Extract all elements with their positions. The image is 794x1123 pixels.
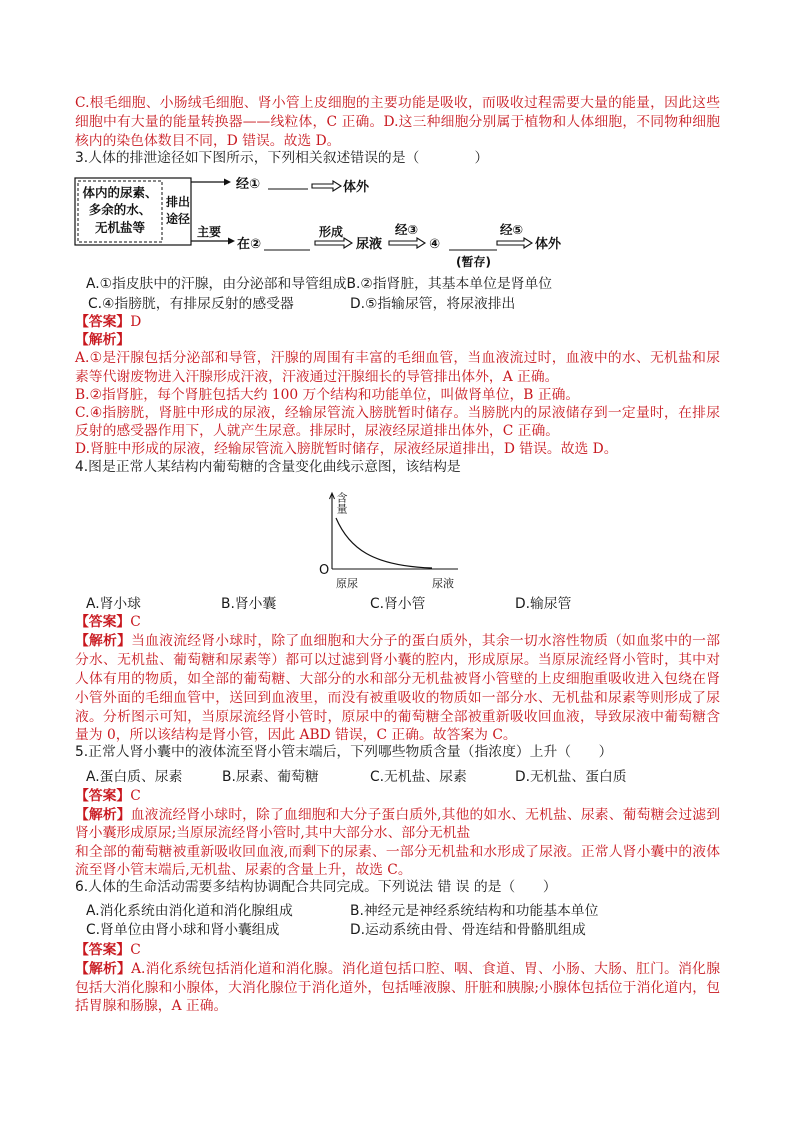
bottom-in-label: 在② — [237, 237, 262, 252]
question-5-options — [0, 768, 794, 788]
answer-line — [75, 313, 720, 331]
analysis-line: C.根毛细胞、小肠绒毛细胞、肾小管上皮细胞的主要功能是吸收，而吸收过程需要大量的能量，因此这些 — [75, 95, 720, 111]
hollow-arrow-icon — [497, 238, 532, 248]
source-line: 多余的水、 — [88, 202, 152, 217]
previous-analysis-continuation — [75, 94, 720, 151]
y-axis-label: 含量 — [335, 492, 348, 514]
question-3-solution — [75, 313, 720, 459]
hollow-arrow-icon — [389, 238, 425, 248]
analysis-line: 素等代谢废物进入汗腺形成汗液，汗液通过汗腺细长的导管排出体外，A 正确。 — [75, 368, 559, 385]
hollow-arrow-icon — [315, 238, 352, 248]
answer-value: C — [130, 942, 141, 958]
answer-label: 【答案】 — [75, 314, 131, 330]
x-start-label: 原尿 — [336, 577, 358, 590]
analysis-line: 反射的感受器作用下，人就产生尿意。排尿时，尿液经尿道排出体外，C 正确。 — [75, 423, 560, 440]
analysis-line: 量为 0，所以该结构是肾小管，因此 ABD 错误，C 正确。故答案为 C。 — [75, 727, 517, 744]
main-route-label: 主要 — [197, 225, 222, 239]
option-d: D.无机盐、蛋白质 — [515, 769, 627, 785]
answer-label: 【答案】 — [75, 942, 131, 958]
route-label: 途径 — [166, 212, 191, 226]
node-4-label: ④ — [429, 237, 441, 252]
answer-line — [75, 787, 720, 806]
storage-note: (暂存) — [456, 255, 491, 269]
analysis-label: 【解析】 — [75, 960, 132, 977]
origin-label: O — [319, 563, 330, 578]
question-3-stem: 3.人体的排泄途径如下图所示，下列相关叙述错误的是（ ） — [75, 150, 489, 166]
via-5-label: 经⑤ — [500, 222, 524, 237]
answer-value: D — [130, 314, 142, 330]
analysis-line — [75, 806, 720, 825]
answer-label: 【答案】 — [75, 614, 131, 630]
question-6 — [75, 878, 720, 897]
option-a: A.消化系统由消化道和消化腺组成 — [86, 903, 293, 919]
glucose-curve-figure — [0, 478, 794, 593]
via-3-label: 经③ — [395, 222, 419, 237]
top-destination: 体外 — [343, 180, 370, 195]
option-b: B.②指肾脏，其基本单位是肾单位 — [346, 276, 553, 292]
question-4-options — [0, 595, 794, 615]
analysis-line — [75, 632, 720, 651]
top-via-label: 经① — [236, 177, 261, 192]
option-c: C.肾小管 — [370, 596, 426, 612]
option-c: C.无机盐、尿素 — [370, 769, 467, 785]
analysis-line: 小管外面的毛细血管中，送回到血液里，而没有被重吸收的物质如一部分水、无机盐和尿素等则形成了尿 — [75, 689, 720, 706]
hollow-arrow-icon — [312, 181, 341, 191]
answer-line — [75, 613, 720, 632]
arrowhead-icon — [228, 238, 235, 245]
analysis-line: 括胃腺和肠腺，A 正确。 — [75, 998, 228, 1015]
question-6-stem: 6.人体的生命活动需要多结构协调配合共同完成。下列说法 错 误 的是（ ） — [75, 879, 557, 895]
excretion-pathway-diagram — [0, 168, 794, 273]
question-4-stem: 4.图是正常人某结构内葡萄糖的含量变化曲线示意图，该结构是 — [75, 459, 461, 475]
analysis-line: D.肾脏中形成的尿液，经输尿管流入膀胱暂时储存，尿液经尿道排出，D 错误。故选 D。 — [75, 441, 618, 458]
question-5 — [75, 743, 720, 762]
source-line: 无机盐等 — [94, 220, 146, 235]
analysis-line: 液。分析图示可知，当原尿流经肾小管时，原尿中的葡萄糖全部被重新吸收回血液，导致尿液中葡萄糖含 — [75, 708, 720, 725]
x-end-label: 尿液 — [432, 577, 454, 590]
question-3 — [75, 149, 720, 168]
form-label: 形成 — [319, 225, 344, 239]
route-label: 排出 — [166, 195, 191, 209]
option-d: D.运动系统由骨、骨连结和骨骼肌组成 — [350, 922, 586, 938]
answer-line — [75, 941, 720, 960]
analysis-line: 流至肾小管末端后,无机盐、尿素的含量上升，故选 C。 — [75, 862, 412, 879]
analysis-label: 【解析】 — [75, 632, 132, 649]
question-5-stem: 5.正常人肾小囊中的液体流至肾小管末端后，下列哪些物质含量（指浓度）上升（ ） — [75, 744, 613, 760]
analysis-line: 分水、无机盐、葡萄糖和尿素等）都可以过滤到肾小囊的腔内，形成原尿。当原尿流经肾小管时，其中对 — [75, 651, 720, 668]
analysis-line — [75, 960, 720, 979]
analysis-line: 肾小囊形成原尿;当原尿流经肾小管时,其中大部分水、部分无机盐 — [75, 825, 471, 842]
option-b: B.尿素、葡萄糖 — [222, 769, 319, 785]
analysis-text: 血液流经肾小球时，除了血细胞和大分子蛋白质外,其他的如水、无机盐、尿素、葡萄糖会过滤到 — [130, 806, 721, 823]
analysis-line: A.①是汗腺包括分泌部和导管，汗腺的周围有丰富的毛细血管，当血液流过时，血液中的水、无机盐和尿 — [75, 350, 720, 367]
option-d: D.输尿管 — [515, 596, 572, 612]
question-4 — [75, 458, 720, 477]
question-3-options — [0, 274, 794, 314]
analysis-text: 当血液流经肾小球时，除了血细胞和大分子的蛋白质外，其余一切水溶性物质（如血浆中的一部 — [131, 632, 720, 649]
analysis-text: A.消化系统包括消化道和消化腺。消化道包括口腔、咽、食道、胃、小肠、大肠、肛门。消化腺 — [131, 960, 720, 977]
analysis-line: 包括大消化腺和小腺体，大消化腺位于消化道外，包括唾液腺、肝脏和胰腺;小腺体包括位于消化道内，包 — [75, 979, 720, 996]
option-c: C.肾单位由肾小球和肾小囊组成 — [86, 922, 280, 938]
analysis-line: C.④指膀胱，肾脏中形成的尿液，经输尿管流入膀胱暂时储存。当膀胱内的尿液储存到一定量时，在排尿 — [75, 405, 720, 422]
analysis-line: 和全部的葡萄糖被重新吸收回血液,而剩下的尿素、一部分无机盐和水形成了尿液。正常人肾小囊中的液体 — [75, 843, 720, 860]
question-5-solution — [75, 787, 720, 880]
option-b: B.肾小囊 — [221, 596, 277, 612]
arrowhead-icon — [224, 179, 231, 186]
analysis-label: 【解析】 — [75, 332, 131, 349]
answer-value: C — [130, 788, 141, 804]
option-row — [86, 274, 552, 294]
analysis-line: B.②指肾脏，每个肾脏包括大约 100 万个结构和功能单位，叫做肾单位，B 正确。 — [75, 386, 580, 403]
glucose-curve — [336, 518, 432, 568]
analysis-label: 【解析】 — [75, 806, 131, 823]
option-a: A.①指皮肤中的汗腺，由分泌部和导管组成 — [86, 276, 347, 292]
analysis-line: 核内的染色体数目不同，D 错误。故选 D。 — [75, 133, 341, 149]
question-6-options — [0, 902, 794, 940]
option-c: C.④指膀胱，有排尿反射的感受器 — [88, 296, 294, 312]
option-b: B.神经元是神经系统结构和功能基本单位 — [350, 903, 599, 919]
answer-value: C — [130, 614, 141, 630]
analysis-line: 细胞中有大量的能量转换器——线粒体，C 正确。D.这三种细胞分别属于植物和人体细胞，不同物种细胞 — [75, 114, 720, 130]
analysis-line: 人体有用的物质，如全部的葡萄糖、大部分的水和部分无机盐被肾小管壁的上皮细胞重吸收进入包绕在肾 — [75, 670, 720, 687]
bottom-destination: 体外 — [535, 237, 562, 252]
question-4-solution — [75, 613, 720, 745]
option-d: D.⑤指输尿管，将尿液排出 — [350, 296, 516, 312]
question-6-solution — [75, 941, 720, 1016]
urine-label: 尿液 — [356, 237, 383, 252]
answer-label: 【答案】 — [75, 788, 131, 804]
source-line: 体内的尿素、 — [82, 185, 158, 200]
option-a: A.肾小球 — [86, 596, 141, 612]
option-a: A.蛋白质、尿素 — [86, 769, 183, 785]
